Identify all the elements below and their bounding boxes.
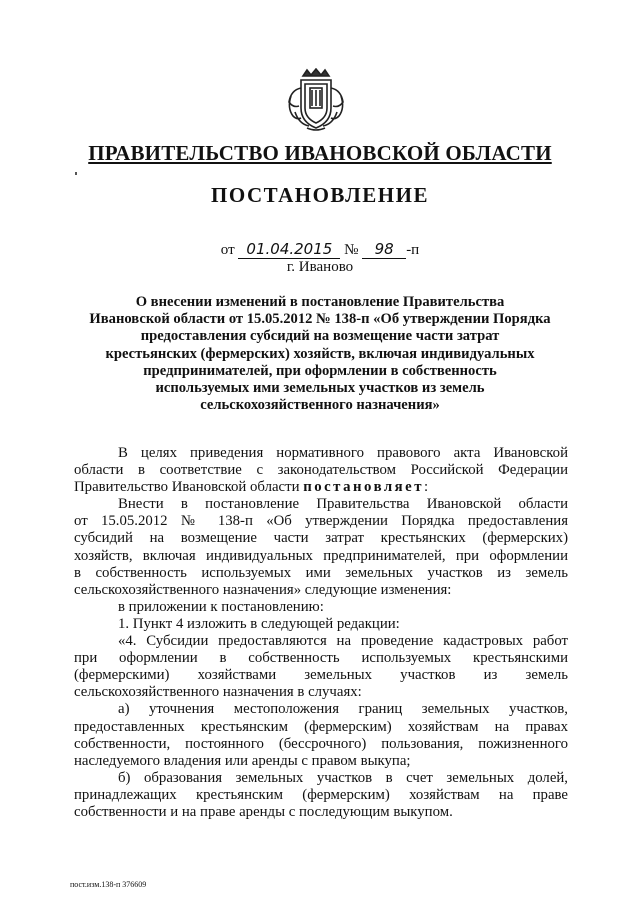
body-line: Внести в постановление Правительства Ивановской области [118, 496, 568, 513]
body-line: сельскохозяйственного назначения» следующие изменения: [74, 581, 452, 598]
title-line: предпринимателей, при оформлении в собственность [143, 362, 497, 379]
body-line: В целях приведения нормативного правового акта Ивановской [118, 445, 568, 461]
document-title [70, 294, 570, 414]
body-line: при оформлении в собственность используемых крестьянскими [74, 650, 568, 667]
title-line: О внесении изменений в постановление Правительства [135, 294, 505, 310]
resolves-colon: : [424, 479, 429, 496]
title-line: сельскохозяйственного назначения» [200, 397, 440, 414]
body-line: области в соответствие с законодательством Российской Федерации [74, 462, 568, 479]
handwritten-number: 98 [362, 240, 406, 259]
body-line: субсидий на возмещение части затрат крестьянских (фермерских) [74, 530, 568, 547]
number-suffix: -п [406, 242, 420, 258]
body-line: собственности, постоянного (бессрочного) пользования, пожизненного [74, 735, 568, 752]
resolves-prefix: Правительство Ивановской области [74, 479, 304, 496]
footer-document-code: пост.изм.138-п 376609 [70, 880, 147, 889]
body-line: 1. Пункт 4 изложить в следующей редакции: [118, 615, 400, 632]
body-line: наследуемого владения или аренды с правом выкупа; [74, 752, 411, 769]
body-line-resolves [74, 479, 568, 496]
body-line: (фермерскими) хозяйствами земельных участков из земель [74, 667, 568, 684]
resolves-keyword: постановляет [303, 479, 425, 496]
body-line: собственности и на праве аренды с последующим выкупом. [74, 803, 453, 820]
title-line: предоставления субсидий на возмещение части затрат [140, 328, 500, 345]
handwritten-date: 01.04.2015 [238, 240, 340, 259]
body-line: в приложении к постановлению: [118, 598, 324, 615]
date-number-line [0, 240, 640, 259]
body-line: б) образования земельных участков в счет земельных долей, [118, 769, 568, 786]
scan-speck [75, 172, 77, 175]
number-sign: № [344, 242, 359, 258]
title-line: крестьянских (фермерских) хозяйств, включая индивидуальных [105, 345, 535, 362]
title-line: используемых ими земельных участков из земель [155, 380, 485, 397]
body-line: хозяйств, включая индивидуальных предпринимателей, при оформлении [74, 547, 568, 564]
organization-name: ПРАВИТЕЛЬСТВО ИВАНОВСКОЙ ОБЛАСТИ [88, 141, 552, 165]
body-line: в собственность используемых ими земельных участков из земель [74, 564, 568, 581]
body-line: а) уточнения местоположения границ земельных участков, [118, 701, 568, 718]
body-line: предоставленных крестьянским (фермерским) хозяйствам на правах [74, 718, 568, 735]
date-prefix: от [220, 242, 235, 258]
city-line: г. Иваново [286, 259, 354, 275]
title-line: Ивановской области от 15.05.2012 № 138-п «Об утверждении Порядка [89, 311, 551, 328]
document-type-heading: ПОСТАНОВЛЕНИЕ [211, 183, 429, 207]
coat-of-arms-emblem [285, 68, 347, 132]
body-line: «4. Субсидии предоставляются на проведение кадастровых работ [118, 633, 568, 650]
body-line: сельскохозяйственного назначения в случаях: [74, 684, 362, 701]
document-body [74, 445, 568, 821]
body-line: от 15.05.2012 № 138-п «Об утверждении Порядка предоставления [74, 513, 568, 530]
body-line: принадлежащих крестьянским (фермерским) хозяйствам на праве [74, 786, 568, 803]
